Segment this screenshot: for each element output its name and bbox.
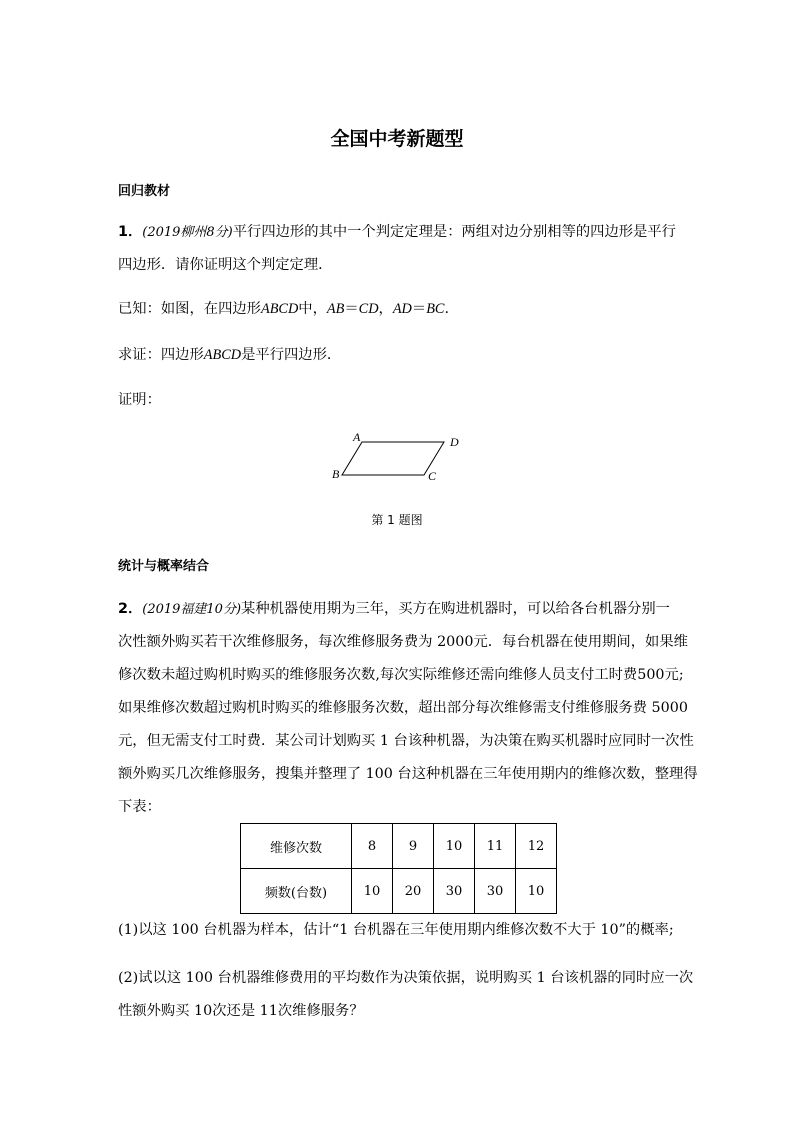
table-cell: 30: [434, 869, 475, 914]
vertex-label-c: C: [428, 469, 437, 483]
question-number: 1．: [118, 224, 143, 240]
var-ad: AD: [392, 301, 412, 317]
repair-frequency-table: [240, 823, 557, 914]
question-1-stem: [118, 216, 688, 282]
equals-sign: ＝: [411, 301, 427, 317]
vertex-label-b: B: [332, 467, 340, 481]
table-row: [241, 869, 557, 914]
q2-text-line-5: 元，但无需支付工时费．某公司计划购买 1 台该种机器，为决策在购买机器时应同时一次性: [118, 733, 694, 749]
var-bc: BC: [426, 301, 445, 317]
table-row-header: 维修次数: [241, 824, 352, 869]
prove-prefix: 求证：四边形: [118, 347, 204, 363]
table-row-header: 频数(台数): [241, 869, 352, 914]
question-2-stem: [118, 593, 698, 824]
comma: ，: [378, 301, 393, 317]
table-cell: 10: [516, 869, 557, 914]
q2-line-1: [118, 593, 698, 626]
table-cell: 9: [393, 824, 434, 869]
table-cell: 8: [352, 824, 393, 869]
q2-text-line-2: 次性额外购买若干次维修服务，每次维修服务费为 2000元．每台机器在使用期间，如果维: [118, 634, 688, 650]
var-ab: AB: [326, 301, 345, 317]
q1-line-2: 四边形．请你证明这个判定定理．: [118, 257, 333, 273]
section-heading-textbook: 回归教材: [118, 184, 171, 199]
given-mid: 中，: [298, 301, 327, 317]
table-cell: 11: [475, 824, 516, 869]
period: .: [444, 301, 450, 317]
question-source: (2019柳州8分): [142, 225, 233, 240]
q2-text-line-4: 如果维修次数超过购机时购买的维修服务次数，超出部分每次维修需支付维修服务费 5000: [118, 700, 688, 716]
equals-sign: ＝: [344, 301, 359, 317]
section-heading-statistics: 统计与概率结合: [118, 559, 210, 574]
q2-text-line-6: 额外购买几次维修服务，搜集并整理了 100 台这种机器在三年使用期内的维修次数，整理得: [118, 766, 698, 782]
vertex-label-d: D: [450, 435, 459, 449]
var-abcd: ABCD: [203, 347, 242, 363]
q1-prove: [118, 344, 341, 364]
q2-text-line-7: 下表：: [118, 799, 161, 815]
question-number: 2．: [118, 601, 143, 617]
table-cell: 30: [475, 869, 516, 914]
parallelogram-figure: [320, 426, 470, 486]
q2-sub2-line-2: 性额外购买 10次还是 11次维修服务？: [118, 1003, 364, 1019]
q2-sub-question-2: [118, 962, 698, 1028]
q2-text-line-3: 修次数未超过购机时购买的维修服务次数,每次实际维修还需向维修人员支付工时费500元;: [118, 667, 684, 683]
table-cell: 12: [516, 824, 557, 869]
table-cell: 20: [393, 869, 434, 914]
q1-proof-label: 证明：: [118, 392, 161, 408]
prove-suffix: 是平行四边形．: [241, 347, 342, 363]
var-cd: CD: [358, 301, 379, 317]
given-prefix: 已知：如图，在四边形: [118, 301, 261, 317]
q2-text-line-1: 某种机器使用期为三年，买方在购进机器时，可以给各台机器分别一: [241, 601, 670, 617]
q2-sub-question-1: (1)以这 100 台机器为样本，估计“1 台机器在三年使用期内维修次数不大于 10”的概率;: [118, 922, 674, 938]
question-source: (2019福建10分): [142, 602, 242, 617]
vertex-label-a: A: [353, 430, 361, 444]
q2-sub2-line-1: (2)试以这 100 台机器维修费用的平均数作为决策依据，说明购买 1 台该机器的同时应一次: [118, 970, 694, 986]
figure-caption: 第 1 题图: [371, 513, 423, 527]
table-cell: 10: [352, 869, 393, 914]
q1-text-line-1: 平行四边形的其中一个判定定理是：两组对边分别相等的四边形是平行: [232, 224, 676, 240]
table-row: [241, 824, 557, 869]
var-abcd: ABCD: [260, 301, 299, 317]
q1-line-1: [118, 216, 688, 249]
q1-given: [118, 298, 449, 318]
table-cell: 10: [434, 824, 475, 869]
page-title: 全国中考新题型: [330, 128, 464, 150]
